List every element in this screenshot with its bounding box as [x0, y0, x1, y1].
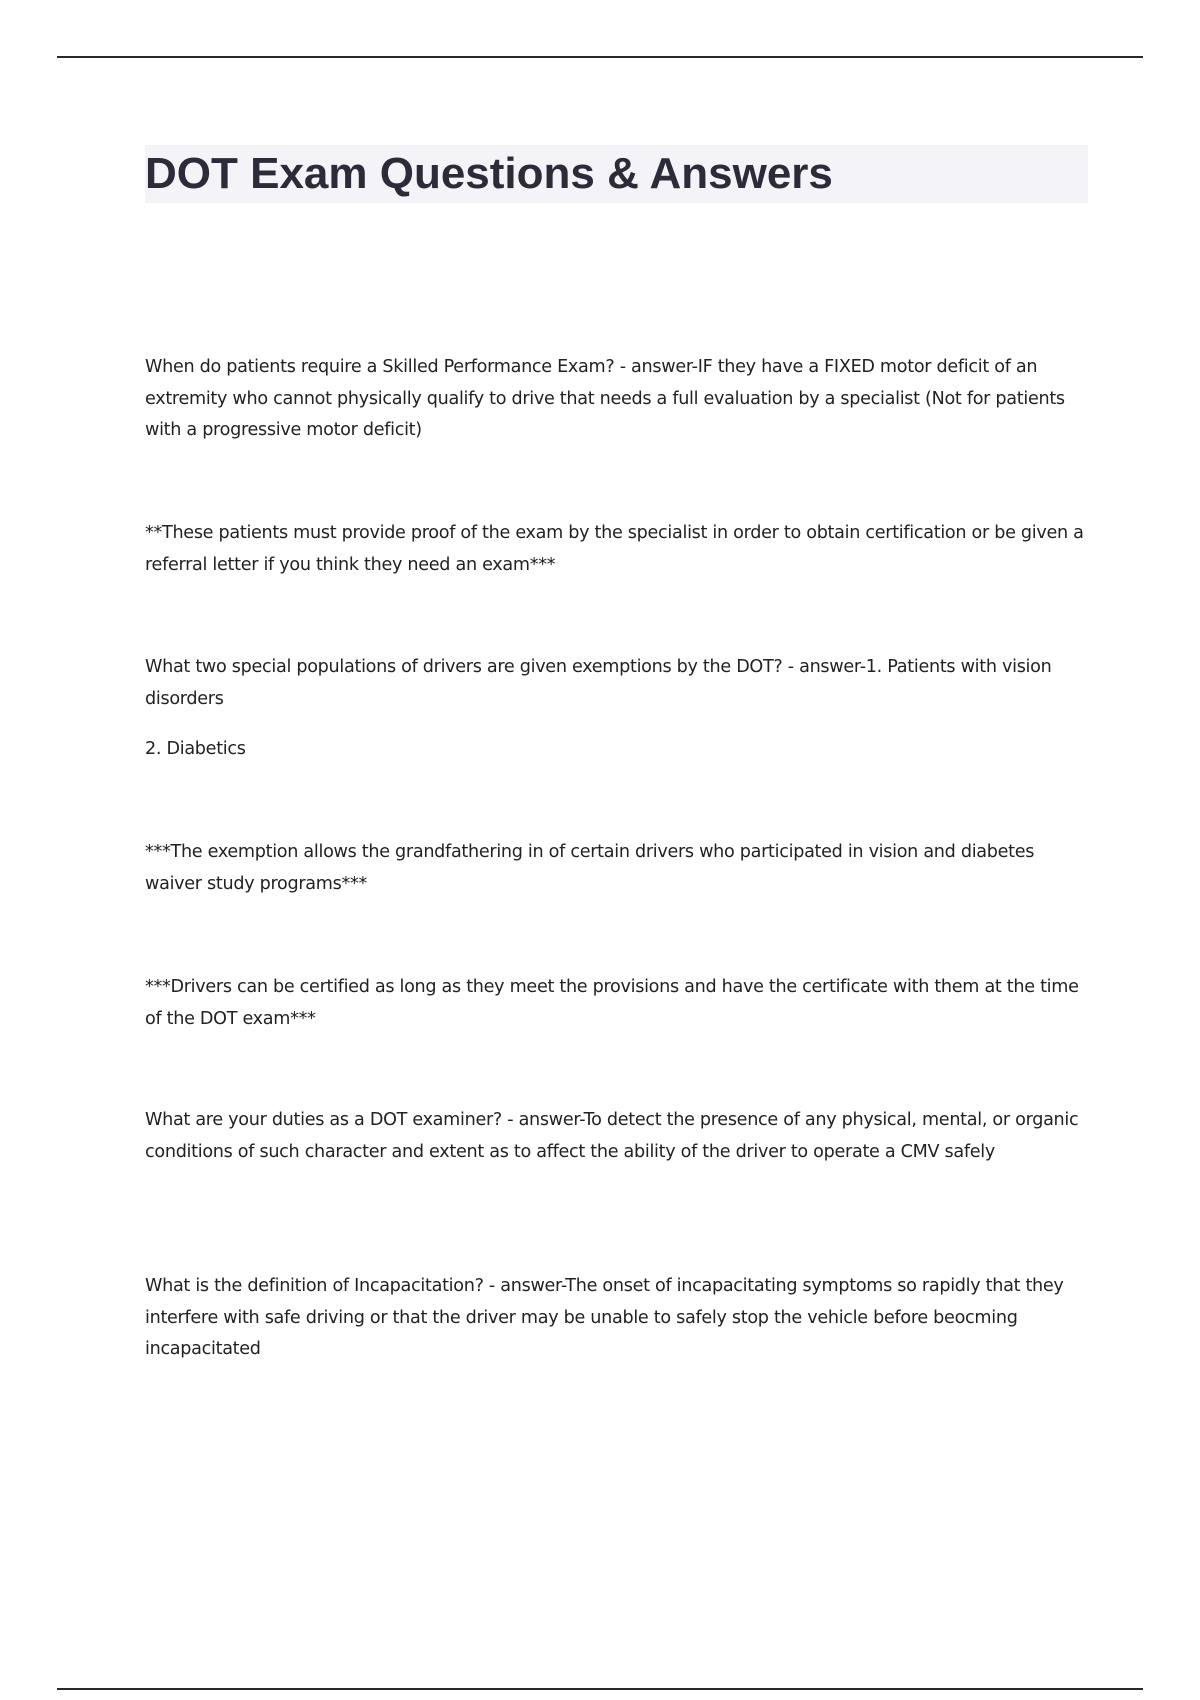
note-drivers-certified: ***Drivers can be certified as long as they meet the provisions and have the certificate with them at the time of the DOT exam*** [145, 977, 1079, 1029]
page-title: DOT Exam Questions & Answers [145, 149, 833, 198]
qa-incapacitation-definition: What is the definition of Incapacitation? - answer-The onset of incapacitating symptoms so rapidly that they interfere with safe driving or that the driver may be unable to safely stop the vehicle before beocming incapacitated [145, 1276, 1064, 1359]
note-proof-of-exam: **These patients must provide proof of the exam by the specialist in order to obtain certification or be given a referral letter if you think they need an exam*** [145, 523, 1084, 575]
qa-special-populations: What two special populations of drivers are given exemptions by the DOT? - answer-1. Patients with vision disorders [145, 657, 1052, 709]
qa-dot-examiner-duties: What are your duties as a DOT examiner? - answer-To detect the presence of any physical, mental, or organic conditions of such character and extent as to affect the ability of the driver to operate a CMV safely [145, 1110, 1079, 1162]
qa-skilled-performance-exam: When do patients require a Skilled Performance Exam? - answer-IF they have a FIXED motor deficit of an extremity who cannot physically qualify to drive that needs a full evaluation by a specialist (Not for patients with a progressive motor deficit) [145, 357, 1065, 440]
note-exemption-grandfathering: ***The exemption allows the grandfathering in of certain drivers who participated in vision and diabetes waiver study programs*** [145, 842, 1035, 894]
list-item-diabetics: 2. Diabetics [145, 739, 246, 759]
bottom-rule [57, 1688, 1143, 1690]
top-rule [57, 56, 1143, 58]
